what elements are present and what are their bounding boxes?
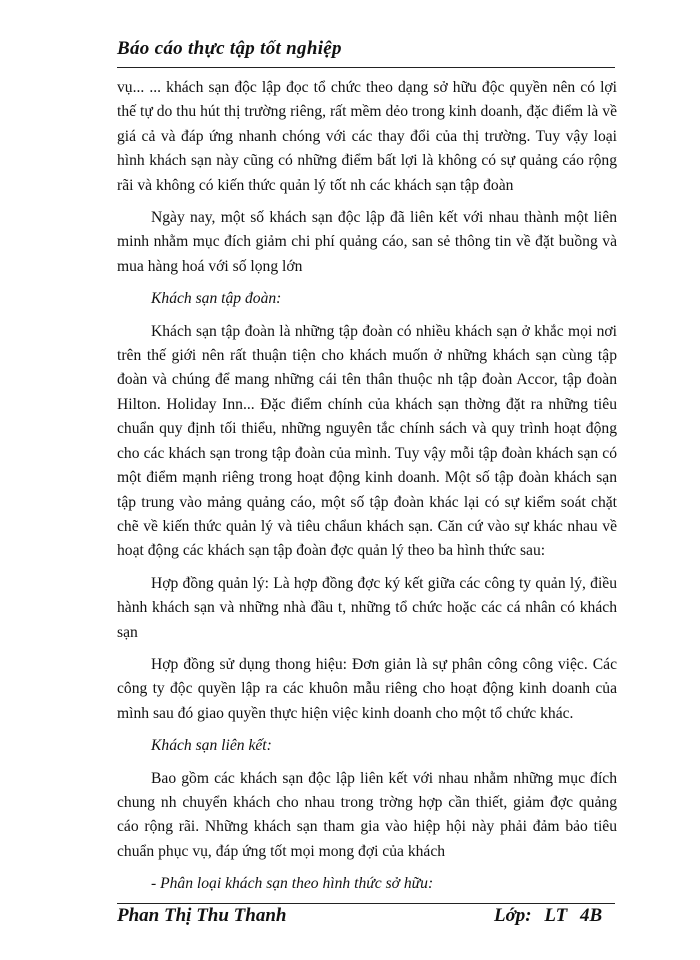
paragraph-independent-hotel: vụ... ... khách sạn độc lập đọc tổ chức theo dạng sở hữu độc quyền nên có lợi thế tự do thu hút thị trường riêng, rất mềm dẻo trong kinh doanh, đặc điểm là về giá cả và đáp ứng nhanh chóng với các thay đổi của thị trường. Tuy vậy loại hình khách sạn này cũng có những điểm bất lợi là không có sự quảng cáo rộng rãi và không có kiến thức quản lý tốt nh các khách sạn tập đoàn (117, 79, 617, 194)
header-divider (117, 67, 615, 68)
footer-author-name: Phan Thị Thu Thanh (117, 905, 287, 926)
document-body (117, 76, 617, 905)
paragraph-franchise: Hợp đồng sử dụng thong hiệu: Đơn giản là sự phân công công việc. Các công ty độc quyền lập ra các khuôn mẫu riêng cho hoạt động kinh doanh của mình sau đó giao quyền thực hiện việc kinh doanh cho một tổ chức khác. (117, 655, 617, 722)
paragraph-management-contract: Hợp đồng quản lý: Là hợp đồng đợc ký kết giữa các công ty quản lý, điều hành khách sạn và những nhà đầu t, những tổ chức hoặc các cá nhân có khách sạn (117, 574, 617, 641)
footer-class-label: Lớp: LT 4B (494, 905, 603, 926)
heading-affiliated-hotel: Khách sạn liên kết: (151, 737, 272, 755)
paragraph-chain-hotel: Khách sạn tập đoàn là những tập đoàn có nhiều khách sạn ở khắc mọi nơi trên thế giới nên rất thuận tiện cho khách muốn ở những khách sạn cùng tập đoàn và chúng để mang những cái tên thân thuộc nh tập đoàn Accor, tập đoàn Hilton. Holiday Inn... Đặc điểm chính của khách sạn thờng đặt ra những tiêu chuẩn quy định tối thiểu, những nguyên tắc chính sách và quy trình hoạt động cho các khách sạn trong tập đoàn của mình. Tuy vậy mỗi tập đoàn khách sạn có một điểm mạnh riêng trong hoạt động kinh doanh. Một số tập đoàn khách sạn tập trung vào mảng quảng cáo, một số tập đoàn khác lại có sự kiểm soát chặt chẽ về kiến thức quản lý và tiêu chẩun khách sạn. Căn cứ vào sự khác nhau về hoạt động các khách sạn tập đoàn đợc quản lý theo ba hình thức sau: (117, 322, 617, 560)
heading-chain-hotel: Khách sạn tập đoàn: (151, 290, 282, 308)
paragraph-affiliated-hotel: Bao gồm các khách sạn độc lập liên kết với nhau nhằm những mục đích chung nh chuyển khách cho nhau trong trờng hợp cần thiết, giảm đợc quảng cáo rộng rãi. Những khách sạn tham gia vào hiệp hội này phải đảm bảo tiêu chuẩn phục vụ, đáp ứng tốt mọi mong đợi của khách (117, 769, 617, 860)
heading-ownership-classification: - Phân loại khách sạn theo hình thức sở hữu: (151, 875, 434, 893)
footer-divider (117, 903, 615, 904)
paragraph-alliance: Ngày nay, một số khách sạn độc lập đã liên kết với nhau thành một liên minh nhằm mục đích giảm chi phí quảng cáo, san sẻ thông tin về đặt buồng và mua hàng hoá với số lọng lớn (117, 209, 617, 275)
page-header-title: Báo cáo thực tập tốt nghiệp (117, 38, 342, 59)
